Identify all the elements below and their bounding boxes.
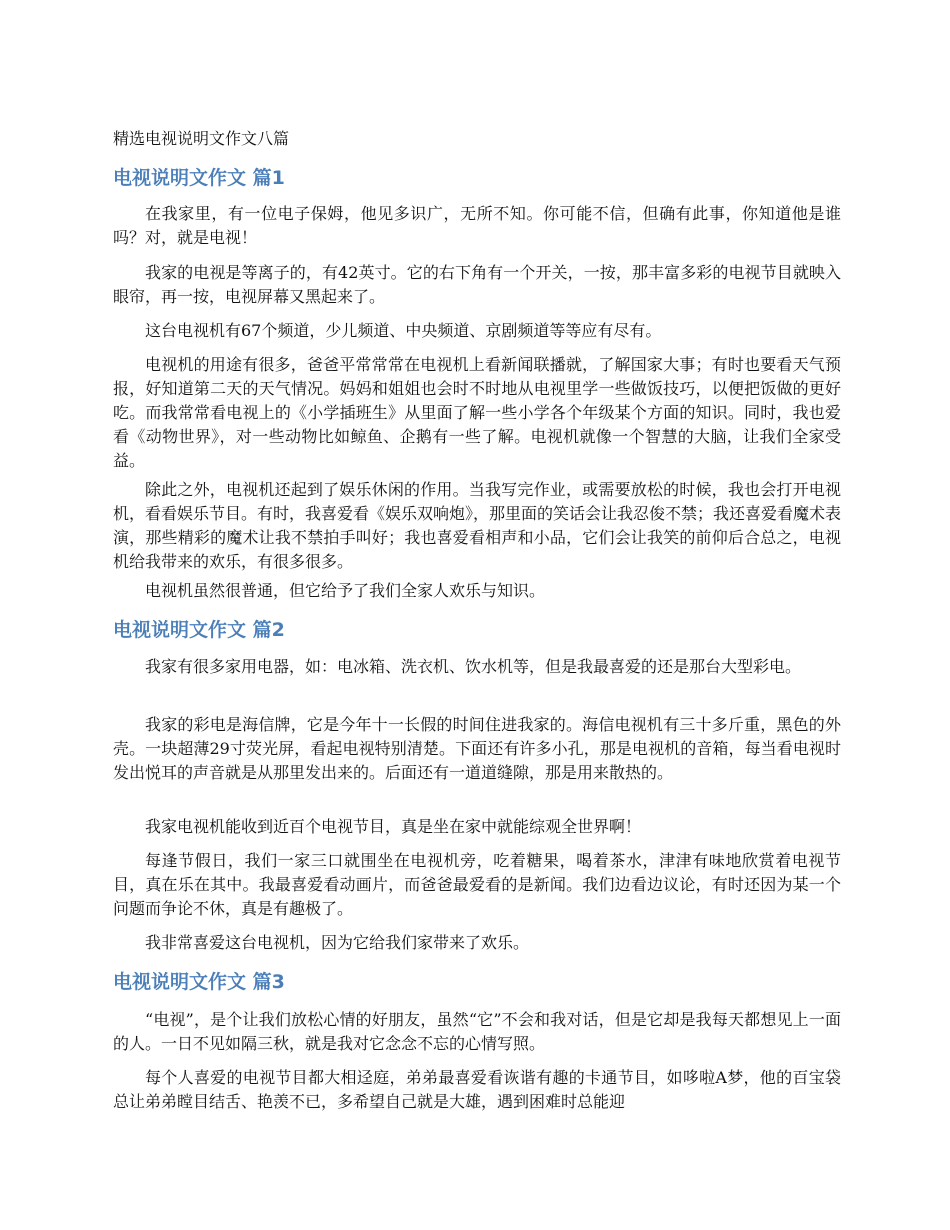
paragraph: “电视”，是个让我们放松心情的好朋友，虽然“它”不会和我对话，但是它却是我每天都想见上一面的人。一日不见如隔三秋，就是我对它念念不忘的心情写照。: [113, 1010, 841, 1053]
paragraph: 每个人喜爱的电视节目都大相迳庭，弟弟最喜爱看诙谐有趣的卡通节目，如哆啦A梦，他的百宝袋总让弟弟瞠目结舌、艳羡不已，多希望自己就是大雄，遇到困难时总能迎: [113, 1068, 841, 1111]
paragraph: 除此之外，电视机还起到了娱乐休闲的作用。当我写完作业，或需要放松的时候，我也会打开电视机，看看娱乐节目。有时，我喜爱看《娱乐双响炮》，那里面的笑话会让我忍俊不禁；我还喜爱看魔术表演，那些精彩的魔术让我不禁拍手叫好；我也喜爱看相声和小品，它们会让我笑的前仰后合总之，电视机给我带来的欢乐，有很多很多。: [113, 480, 842, 571]
document-title: 精选电视说明文作文八篇: [113, 129, 290, 148]
section-heading-2: 电视说明文作文 篇2: [113, 619, 285, 641]
paragraph: 这台电视机有67个频道，少儿频道、中央频道、京剧频道等等应有尽有。: [145, 321, 662, 340]
paragraph: 每逢节假日，我们一家三口就围坐在电视机旁，吃着糖果，喝着茶水，津津有味地欣赏着电视节目，真在乐在其中。我最喜爱看动画片，而爸爸最爱看的是新闻。我们边看边议论，有时还因为某一个问题而争论不休，真是有趣极了。: [113, 851, 841, 918]
paragraph: 我非常喜爱这台电视机，因为它给我们家带来了欢乐。: [145, 933, 530, 952]
paragraph: 我家电视机能收到近百个电视节目，真是坐在家中就能综观全世界啊！: [145, 817, 642, 836]
section-heading-3: 电视说明文作文 篇3: [113, 971, 285, 993]
paragraph: 我家有很多家用电器，如：电冰箱、洗衣机、饮水机等，但是我最喜爱的还是那台大型彩电。: [145, 657, 802, 676]
paragraph: 我家的电视是等离子的，有42英寸。它的右下角有一个开关，一按，那丰富多彩的电视节目就映入眼帘，再一按，电视屏幕又黑起来了。: [113, 263, 841, 306]
paragraph: 我家的彩电是海信牌，它是今年十一长假的时间住进我家的。海信电视机有三十多斤重，黑色的外壳。一块超薄29寸荧光屏，看起电视特别清楚。下面还有许多小孔，那是电视机的音箱，每当看电视时发出悦耳的声音就是从那里发出来的。后面还有一道道缝隙，那是用来散热的。: [113, 715, 841, 782]
paragraph: 电视机虽然很普通，但它给予了我们全家人欢乐与知识。: [145, 581, 546, 600]
paragraph: 电视机的用途有很多，爸爸平常常常在电视机上看新闻联播就，了解国家大事；有时也要看天气预报，好知道第二天的天气情况。妈妈和姐姐也会时不时地从电视里学一些做饭技巧，以便把饭做的更好吃。而我常常看电视上的《小学插班生》从里面了解一些小学各个年级某个方面的知识。同时，我也爱看《动物世界》，对一些动物比如鲸鱼、企鹅有一些了解。电视机就像一个智慧的大脑，让我们全家受益。: [113, 355, 841, 470]
paragraph: 在我家里，有一位电子保姆，他见多识广，无所不知。你可能不信，但确有此事，你知道他是谁吗？对，就是电视！: [113, 204, 841, 247]
section-heading-1: 电视说明文作文 篇1: [113, 167, 285, 189]
